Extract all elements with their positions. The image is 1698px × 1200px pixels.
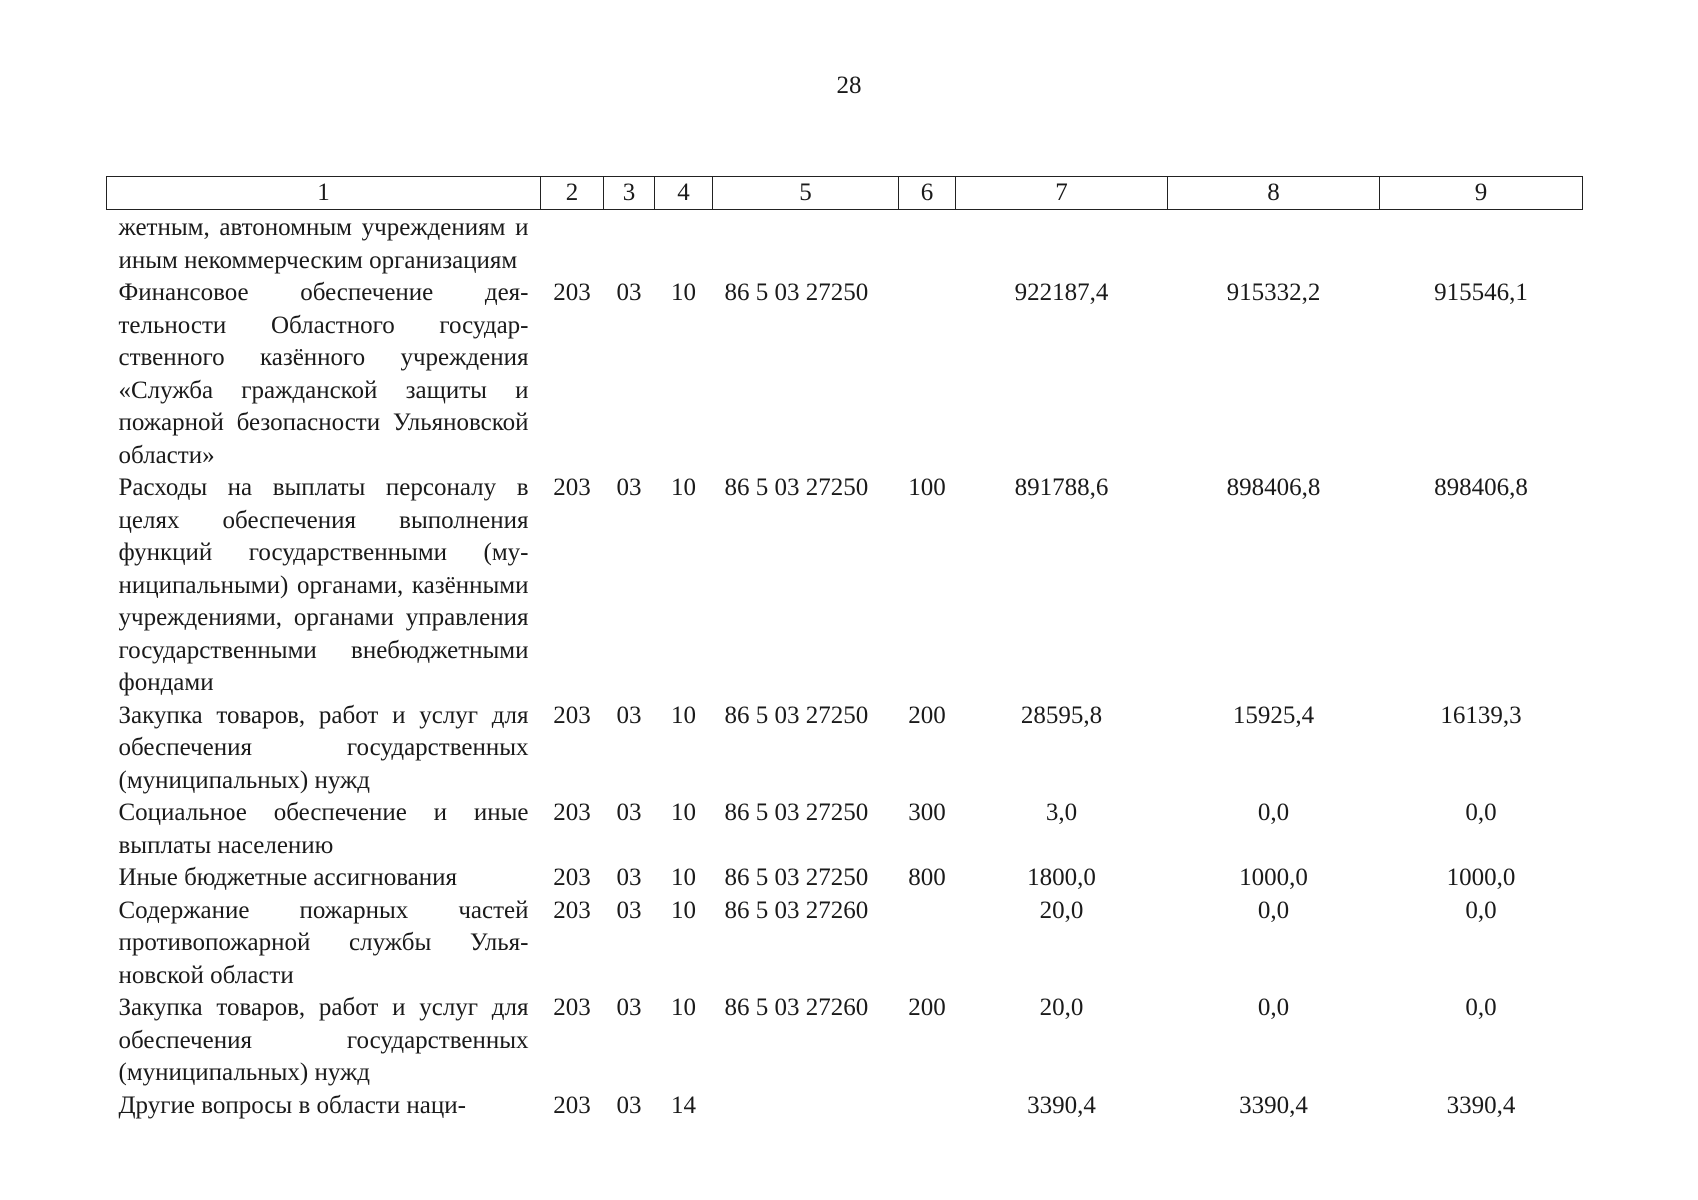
row-rz: 03: [616, 701, 642, 729]
row-name: Социальное обеспечение и иные выплаты населению: [118, 799, 529, 859]
row-value-3: 915546,1: [1434, 279, 1528, 306]
row-value-1: 891788,6: [1014, 474, 1109, 501]
row-ved: 203: [553, 896, 591, 924]
row-value-2: [1168, 210, 1380, 278]
header-col-5: 5: [713, 177, 899, 210]
row-rz: 03: [616, 474, 642, 501]
row-vr: 200: [908, 994, 946, 1021]
row-rz: 03: [616, 799, 642, 826]
table-row: [107, 472, 1583, 700]
row-pr: 10: [671, 994, 696, 1021]
row-pr: 10: [671, 279, 696, 306]
table-row: [107, 1090, 1583, 1123]
header-row: [107, 177, 1583, 210]
row-value-2: 898406,8: [1226, 474, 1321, 501]
row-ved: 203: [553, 1091, 591, 1119]
row-pr: 10: [671, 701, 696, 729]
row-value-1: 20,0: [1039, 994, 1084, 1021]
row-value-1: 922187,4: [1014, 279, 1109, 306]
row-name: Расходы на выплаты персоналу в целях обеспечения выполнения функций государственными (муниципальными) органами, казёнными учреждениями, органами управления государственными внебюджетными фондами: [118, 474, 529, 696]
row-pr: 10: [671, 896, 696, 924]
row-cs: 86 5 03 27250: [724, 701, 869, 729]
header-col-4: 4: [655, 177, 713, 210]
row-ved: 203: [553, 474, 591, 501]
row-cs: 86 5 03 27250: [724, 279, 869, 306]
row-value-2: 0,0: [1257, 994, 1290, 1021]
row-ved: 203: [553, 279, 591, 306]
page-number: 28: [836, 72, 862, 99]
header-col-6: 6: [899, 177, 956, 210]
row-vr: 100: [908, 474, 946, 501]
row-rz: [604, 210, 655, 278]
row-value-1: 1800,0: [1027, 864, 1096, 891]
row-cs: [713, 1090, 899, 1123]
table-row: [107, 992, 1583, 1090]
row-vr: [899, 1090, 956, 1123]
row-ved: 203: [553, 864, 591, 891]
row-name: Финансовое обеспечение деятельности Областного государственного казённого учреждения «Служба гражданской защиты и пожарной безопасности Ульяновской области»: [118, 279, 529, 469]
header-col-7: 7: [956, 177, 1168, 210]
row-value-3: 0,0: [1465, 994, 1497, 1021]
row-value-3: 16139,3: [1440, 701, 1522, 729]
row-value-3: 0,0: [1465, 896, 1497, 924]
budget-table: [106, 176, 1583, 1122]
table-row: [107, 862, 1583, 895]
row-vr: [899, 277, 956, 472]
row-value-2: 1000,0: [1239, 864, 1308, 891]
row-rz: 03: [616, 864, 642, 891]
row-ved: [541, 210, 604, 278]
row-pr: [655, 210, 713, 278]
row-name: Закупка товаров, работ и услуг для обеспечения государственных (муниципальных) нужд: [118, 701, 529, 794]
row-rz: 03: [616, 994, 642, 1021]
row-value-3: 1000,0: [1446, 864, 1516, 891]
row-vr: [899, 895, 956, 993]
row-value-2: 0,0: [1257, 799, 1290, 826]
row-value-1: [956, 210, 1168, 278]
row-rz: 03: [616, 279, 642, 306]
row-pr: 10: [671, 474, 696, 501]
row-cs: 86 5 03 27250: [724, 474, 869, 501]
row-value-3: [1380, 210, 1583, 278]
table-header: [107, 177, 1583, 210]
header-col-2: 2: [541, 177, 604, 210]
row-ved: 203: [553, 994, 591, 1021]
row-ved: 203: [553, 799, 591, 826]
row-value-1: 3,0: [1045, 799, 1078, 826]
row-value-2: 15925,4: [1232, 701, 1315, 729]
row-value-1: 3390,4: [1027, 1091, 1096, 1119]
row-name: жетным, автономным учреждениям и иным некоммерческим организациям: [118, 214, 529, 274]
row-name: Другие вопросы в области наци-: [118, 1091, 466, 1119]
row-value-3: 0,0: [1465, 799, 1497, 826]
row-value-1: 28595,8: [1020, 701, 1103, 729]
table-row: [107, 895, 1583, 993]
header-col-8: 8: [1168, 177, 1380, 210]
row-cs: 86 5 03 27260: [724, 994, 869, 1021]
row-value-2: 3390,4: [1239, 1091, 1308, 1119]
row-pr: 10: [671, 864, 696, 891]
header-col-3: 3: [604, 177, 655, 210]
row-ved: 203: [553, 701, 591, 729]
row-vr: 200: [908, 701, 946, 729]
row-value-3: 3390,4: [1446, 1091, 1516, 1119]
header-col-9: 9: [1380, 177, 1583, 210]
row-name: Иные бюджетные ассигнования: [118, 864, 458, 891]
row-vr: [899, 210, 956, 278]
table-row: [107, 277, 1583, 472]
row-value-1: 20,0: [1039, 896, 1084, 924]
row-name: Содержание пожарных частей противопожарной службы Ульяновской области: [118, 896, 529, 989]
row-value-3: 898406,8: [1434, 474, 1528, 501]
table-row: [107, 210, 1583, 278]
row-pr: 14: [671, 1091, 696, 1119]
row-rz: 03: [616, 896, 642, 924]
row-pr: 10: [671, 799, 696, 826]
table-body: [107, 210, 1583, 1123]
row-value-2: 915332,2: [1226, 279, 1321, 306]
row-cs: 86 5 03 27260: [724, 896, 869, 924]
row-vr: 800: [908, 864, 946, 891]
row-cs: 86 5 03 27250: [724, 799, 869, 826]
row-cs: [713, 210, 899, 278]
table-row: [107, 797, 1583, 862]
row-name: Закупка товаров, работ и услуг для обеспечения государственных (муниципальных) нужд: [118, 994, 529, 1086]
header-col-1: 1: [107, 177, 541, 210]
row-value-2: 0,0: [1257, 896, 1290, 924]
row-rz: 03: [616, 1091, 642, 1119]
row-cs: 86 5 03 27250: [724, 864, 869, 891]
table-row: [107, 700, 1583, 798]
row-vr: 300: [908, 799, 946, 826]
